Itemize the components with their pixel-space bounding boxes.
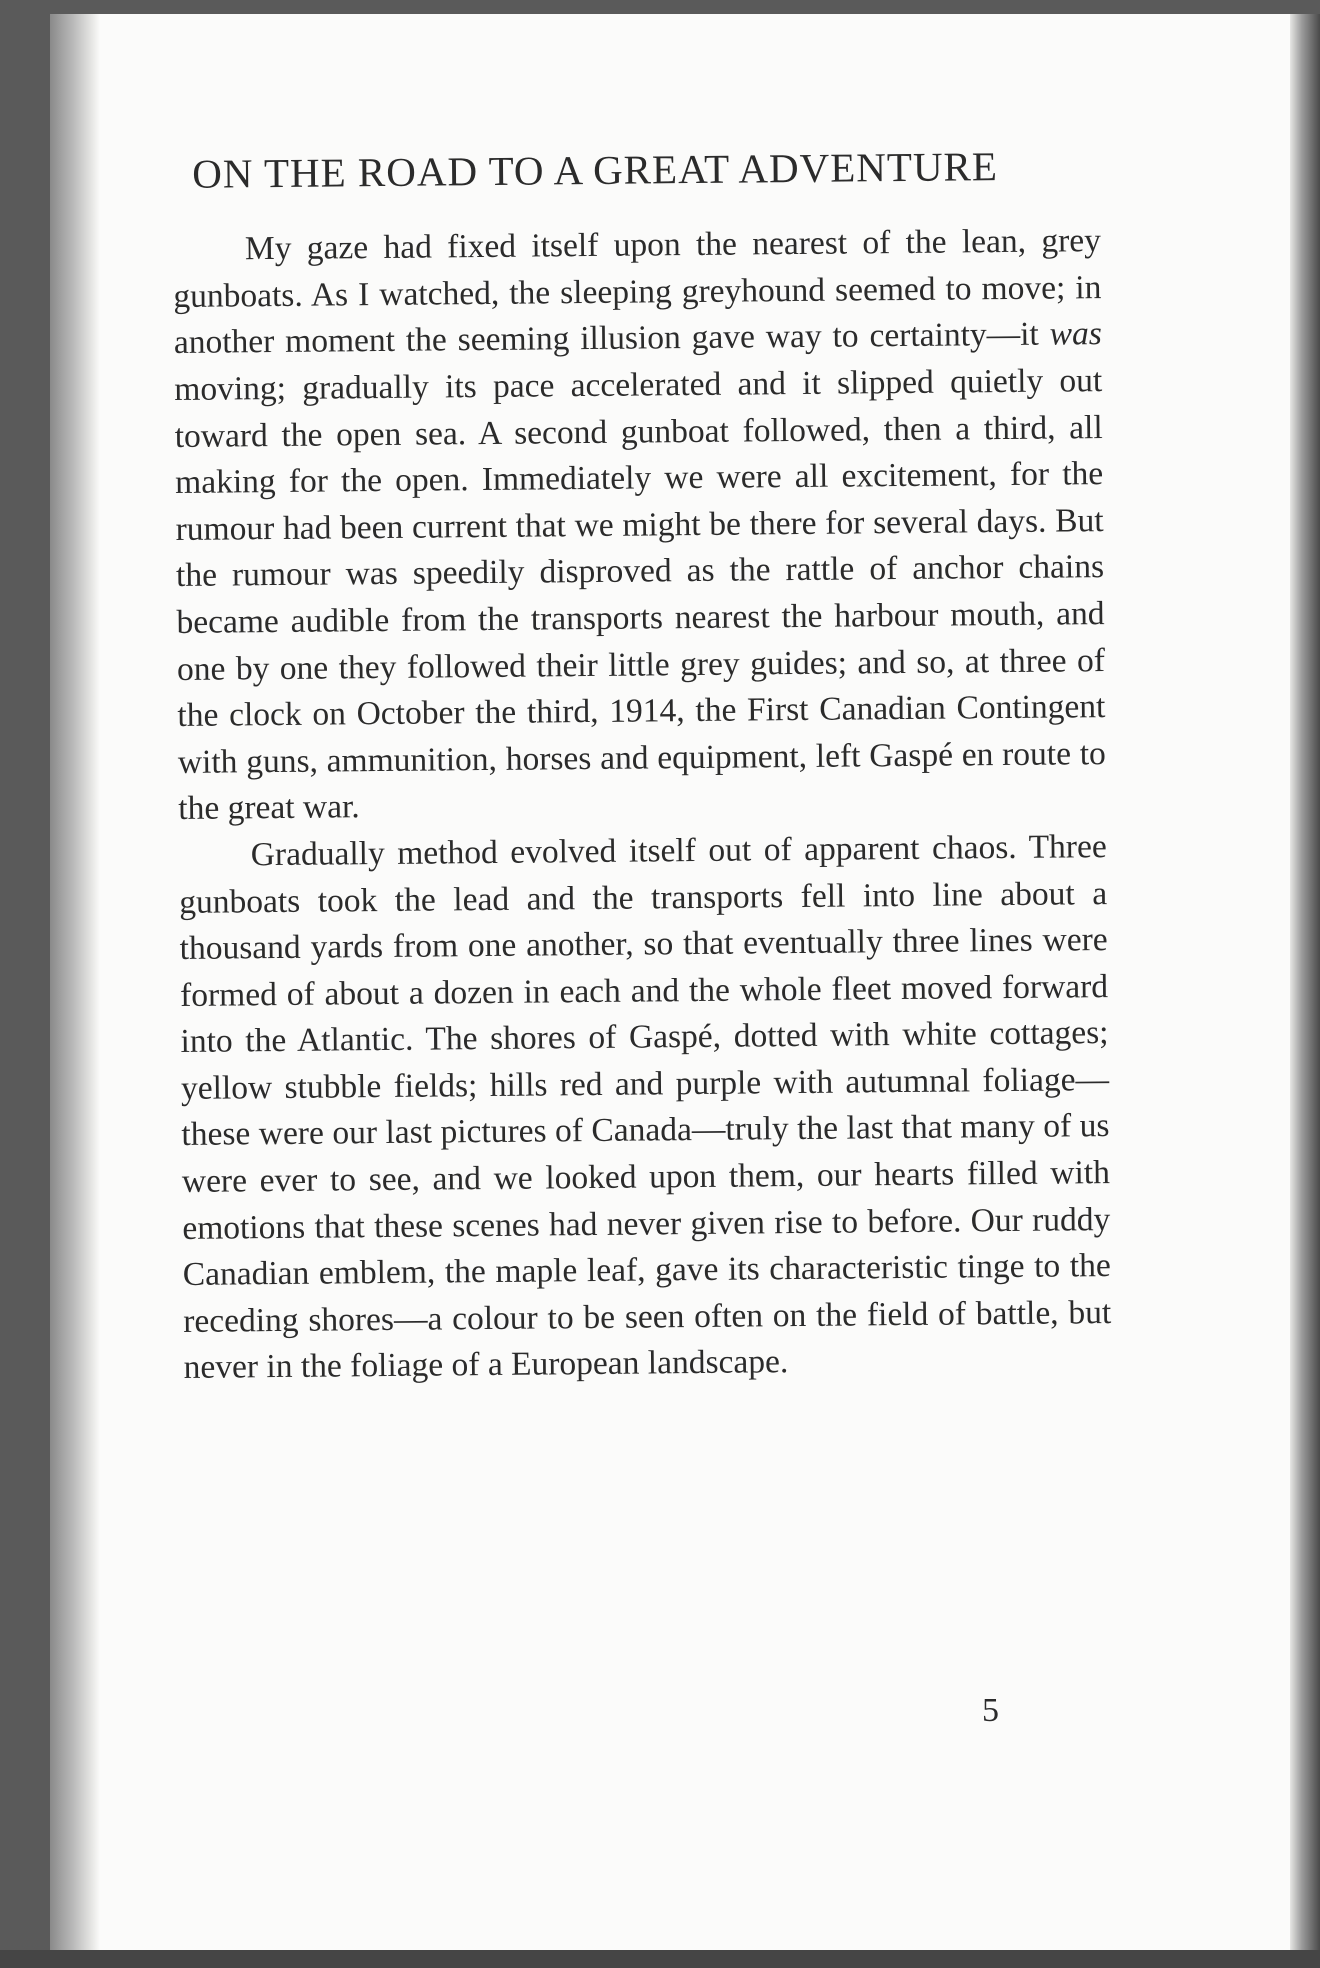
paragraph-1-emphasis: was	[1049, 315, 1102, 353]
text-block	[172, 141, 1112, 1392]
page-number: 5	[982, 1692, 999, 1729]
paragraph-1-text-b: moving; gradually its pace accelerated and it slipped quietly out toward the open sea. A second gunboat followed, then a third, all making for the open. Immediately we were all excitement, for the rumour had been current that we might be there for several days. But the rumour was speedily disproved as the rattle of anchor chains became audible from the transports nearest the harbour mouth, and one by one they followed their little grey guides; and so, at three of the clock on October the third, 1914, the First Canadian Contingent with guns, ammunition, horses and equipment, left Gaspé en route to the great war.	[174, 362, 1107, 828]
running-head: ON THE ROAD TO A GREAT ADVENTURE	[192, 143, 999, 197]
paragraph-1-text-a: My gaze had fixed itself upon the nearest of the lean, grey gunboats. As I watched, the sleeping greyhound seemed to move; in another moment the seeming illusion gave way to certainty—it	[173, 222, 1102, 362]
gutter-shadow	[50, 14, 100, 1950]
page-edge-bottom	[0, 1950, 1320, 1968]
paragraph-2: Gradually method evolved itself out of apparent chaos. Three gunboats took the lead and the transports fell into line about a thousand yards from one another, so that eventually three lines were formed of about a dozen in each and the whole fleet moved forward into the Atlantic. The shores of Gaspé, dotted with white cottages; yellow stubble fields; hills red and purple with autumnal foliage—these were our last pictures of Canada—truly the last that many of us were ever to see, and we looked upon them, our hearts filled with emotions that these scenes had never given rise to before. Our ruddy Canadian emblem, the maple leaf, gave its characteristic tinge to the receding shores—a colour to be seen often on the field of battle, but never in the foliage of a European landscape.	[179, 827, 1112, 1387]
paragraph-1	[173, 218, 1107, 833]
page-edge-right	[1290, 14, 1320, 1968]
